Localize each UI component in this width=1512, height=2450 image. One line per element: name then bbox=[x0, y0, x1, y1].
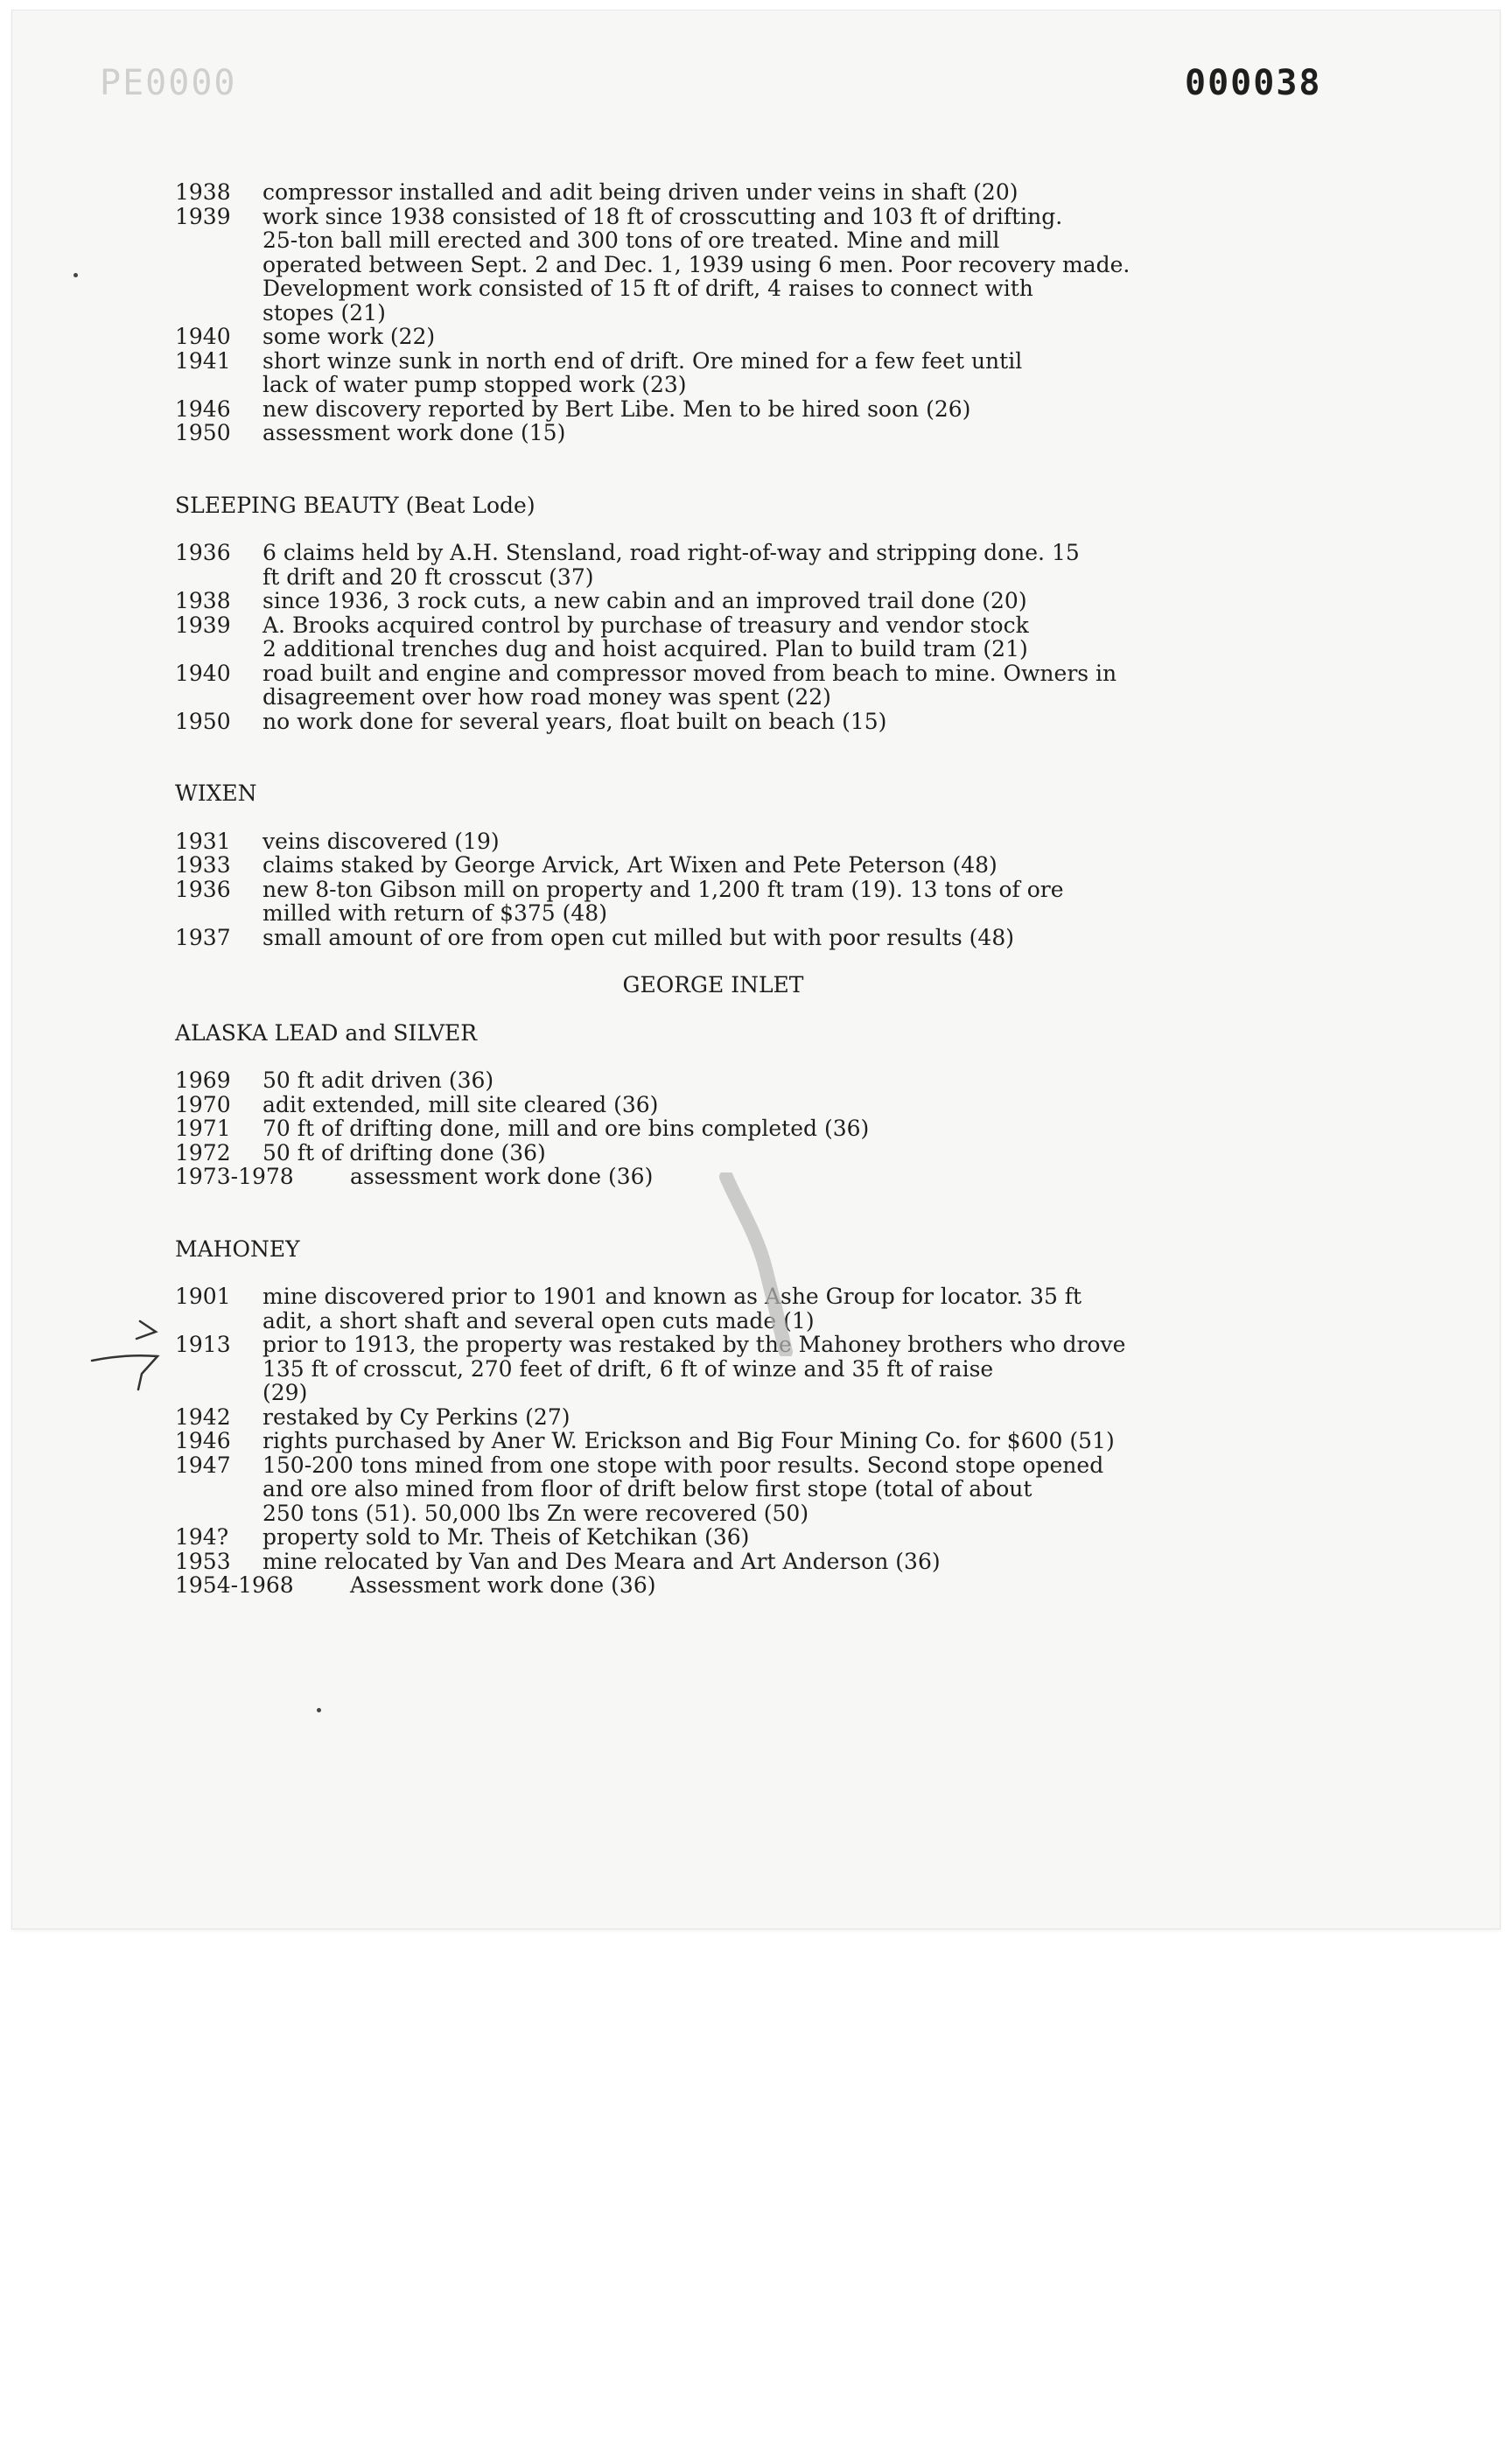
entry-year: 1938 bbox=[175, 588, 231, 613]
section-title: MAHONEY bbox=[175, 1236, 300, 1262]
section bbox=[175, 494, 1400, 734]
section bbox=[175, 1021, 1400, 1189]
entry-text: 50 ft adit driven (36) bbox=[262, 1068, 494, 1093]
entry-text: veins discovered (19) bbox=[262, 828, 500, 854]
entry-text: 150-200 tons mined from one stope with poor results. Second stope opened and ore also mined from floor of drift below first stope (total of about 250 tons (51). 50,000 lbs Zn were recovered (50) bbox=[262, 1452, 1104, 1526]
entry-text: mine discovered prior to 1901 and known as Ashe Group for locator. 35 ft adit, a short shaft and several open cuts made (1) bbox=[262, 1284, 1082, 1334]
entry-text: new 8-ton Gibson mill on property and 1,200 ft tram (19). 13 tons of ore milled with return of $375 (48) bbox=[262, 876, 1064, 926]
entry-text: A. Brooks acquired control by purchase of treasury and vendor stock 2 additional trenches dug and hoist acquired. Plan to build tram (21) bbox=[262, 612, 1029, 662]
entry-text: restaked by Cy Perkins (27) bbox=[262, 1404, 570, 1430]
entry-year: 1969 bbox=[175, 1068, 231, 1093]
entry-row bbox=[175, 349, 1400, 397]
handwritten-arrow-icon bbox=[88, 1312, 166, 1391]
entry-text: new discovery reported by Bert Libe. Men to be hired soon (26) bbox=[262, 396, 971, 422]
entry-row bbox=[175, 1429, 1400, 1453]
entry-row bbox=[175, 878, 1400, 926]
entry-text: prior to 1913, the property was restaked by the Mahoney brothers who drove 135 ft of crosscut, 270 feet of drift, 6 ft of winze and 35 ft of raise (29) bbox=[262, 1332, 1126, 1405]
entry-text: road built and engine and compressor moved from beach to mine. Owners in disagreement over how road money was spent (22) bbox=[262, 660, 1117, 710]
entry-text: assessment work done (15) bbox=[262, 420, 566, 445]
entry-year: 1946 bbox=[175, 1428, 231, 1453]
entry-text: property sold to Mr. Theis of Ketchikan (36) bbox=[262, 1524, 750, 1550]
entry-row bbox=[175, 853, 1400, 878]
entry-text: compressor installed and adit being driven under veins in shaft (20) bbox=[262, 179, 1018, 205]
entry-year: 1953 bbox=[175, 1548, 231, 1574]
entry-row bbox=[175, 1573, 1400, 1598]
entry-year: 1954-1968 bbox=[175, 1572, 294, 1598]
document-body bbox=[175, 180, 1400, 1598]
entry-year: 1973-1978 bbox=[175, 1164, 294, 1189]
entry-year: 1938 bbox=[175, 179, 231, 205]
entry-row bbox=[175, 1405, 1400, 1430]
entry-row bbox=[175, 830, 1400, 854]
section bbox=[175, 781, 1400, 949]
entry-year: 1972 bbox=[175, 1139, 231, 1166]
entry-text: no work done for several years, float built on beach (15) bbox=[262, 708, 887, 734]
entry-row bbox=[175, 325, 1400, 349]
entry-row bbox=[175, 397, 1400, 422]
entry-text: rights purchased by Aner W. Erickson and Big Four Mining Co. for $600 (51) bbox=[262, 1428, 1115, 1453]
entry-row bbox=[175, 1550, 1400, 1574]
region-title: GEORGE INLET bbox=[622, 972, 804, 998]
entry-row bbox=[175, 613, 1400, 662]
section-title: WIXEN bbox=[175, 780, 257, 806]
entry-year: 1940 bbox=[175, 660, 231, 686]
entry-text: 6 claims held by A.H. Stensland, road right-of-way and stripping done. 15 ft drift and 20 ft crosscut (37) bbox=[262, 540, 1080, 590]
entry-row bbox=[175, 710, 1400, 734]
entry-year: 1931 bbox=[175, 828, 231, 854]
entry-year: 1913 bbox=[175, 1332, 231, 1357]
section-title: SLEEPING BEAUTY (Beat Lode) bbox=[175, 492, 536, 518]
entry-row bbox=[175, 541, 1400, 589]
entry-text: 70 ft of drifting done, mill and ore bins completed (36) bbox=[262, 1116, 870, 1141]
entry-row bbox=[175, 1141, 1400, 1166]
entry-year: 1936 bbox=[175, 540, 231, 565]
pencil-stroke-mark bbox=[718, 1172, 796, 1356]
entry-year: 1901 bbox=[175, 1284, 231, 1309]
entry-text: short winze sunk in north end of drift. Ore mined for a few feet until lack of water pump stopped work (23) bbox=[262, 347, 1023, 397]
entry-year: 1941 bbox=[175, 347, 231, 374]
entry-text: work since 1938 consisted of 18 ft of crosscutting and 103 ft of drifting. 25-ton ball mill erected and 300 tons of ore treated. Mine and mill operated between Sept. 2 and Dec. 1, 1939 using 6 men. Poor recovery made. Development work consisted of 15 ft of drift, 4 raises to connect with stopes (21) bbox=[262, 203, 1130, 326]
entry-row bbox=[175, 1453, 1400, 1526]
entry-text: 50 ft of drifting done (36) bbox=[262, 1139, 546, 1166]
faded-stamp: PE0000 bbox=[100, 63, 237, 103]
entry-row bbox=[175, 662, 1400, 710]
entry-year: 1936 bbox=[175, 876, 231, 902]
entry-row bbox=[175, 1116, 1400, 1141]
entry-text: Assessment work done (36) bbox=[350, 1572, 656, 1598]
entry-row bbox=[175, 205, 1400, 326]
entry-row bbox=[175, 1525, 1400, 1550]
page-number: 000038 bbox=[1185, 63, 1322, 103]
entry-year: 1939 bbox=[175, 203, 231, 229]
entry-text: some work (22) bbox=[262, 324, 436, 349]
entry-year: 1939 bbox=[175, 612, 231, 638]
section bbox=[175, 180, 1400, 445]
entry-row bbox=[175, 1093, 1400, 1117]
entry-year: 1942 bbox=[175, 1404, 231, 1430]
entry-text: since 1936, 3 rock cuts, a new cabin and an improved trail done (20) bbox=[262, 588, 1027, 613]
entry-text: adit extended, mill site cleared (36) bbox=[262, 1091, 659, 1117]
speck bbox=[74, 273, 78, 277]
entry-text: assessment work done (36) bbox=[350, 1164, 654, 1189]
entry-year: 1933 bbox=[175, 852, 231, 878]
section-title: ALASKA LEAD and SILVER bbox=[175, 1019, 478, 1046]
entry-year: 1937 bbox=[175, 924, 231, 950]
entry-year: 1970 bbox=[175, 1091, 231, 1117]
speck bbox=[317, 1708, 321, 1712]
entry-year: 1950 bbox=[175, 708, 231, 734]
sections-group-1 bbox=[175, 180, 1400, 949]
entry-row bbox=[175, 589, 1400, 613]
entry-year: 1950 bbox=[175, 420, 231, 445]
entry-row bbox=[175, 180, 1400, 205]
entry-year: 194? bbox=[175, 1524, 229, 1550]
entry-text: claims staked by George Arvick, Art Wixen and Pete Peterson (48) bbox=[262, 852, 998, 878]
entry-text: mine relocated by Van and Des Meara and Art Anderson (36) bbox=[262, 1548, 941, 1574]
entry-year: 1946 bbox=[175, 396, 231, 422]
entry-row bbox=[175, 926, 1400, 950]
entry-row bbox=[175, 421, 1400, 445]
entry-year: 1940 bbox=[175, 324, 231, 349]
entry-year: 1947 bbox=[175, 1452, 231, 1478]
entry-year: 1971 bbox=[175, 1116, 231, 1141]
entry-row bbox=[175, 1068, 1400, 1093]
entry-text: small amount of ore from open cut milled but with poor results (48) bbox=[262, 924, 1014, 950]
